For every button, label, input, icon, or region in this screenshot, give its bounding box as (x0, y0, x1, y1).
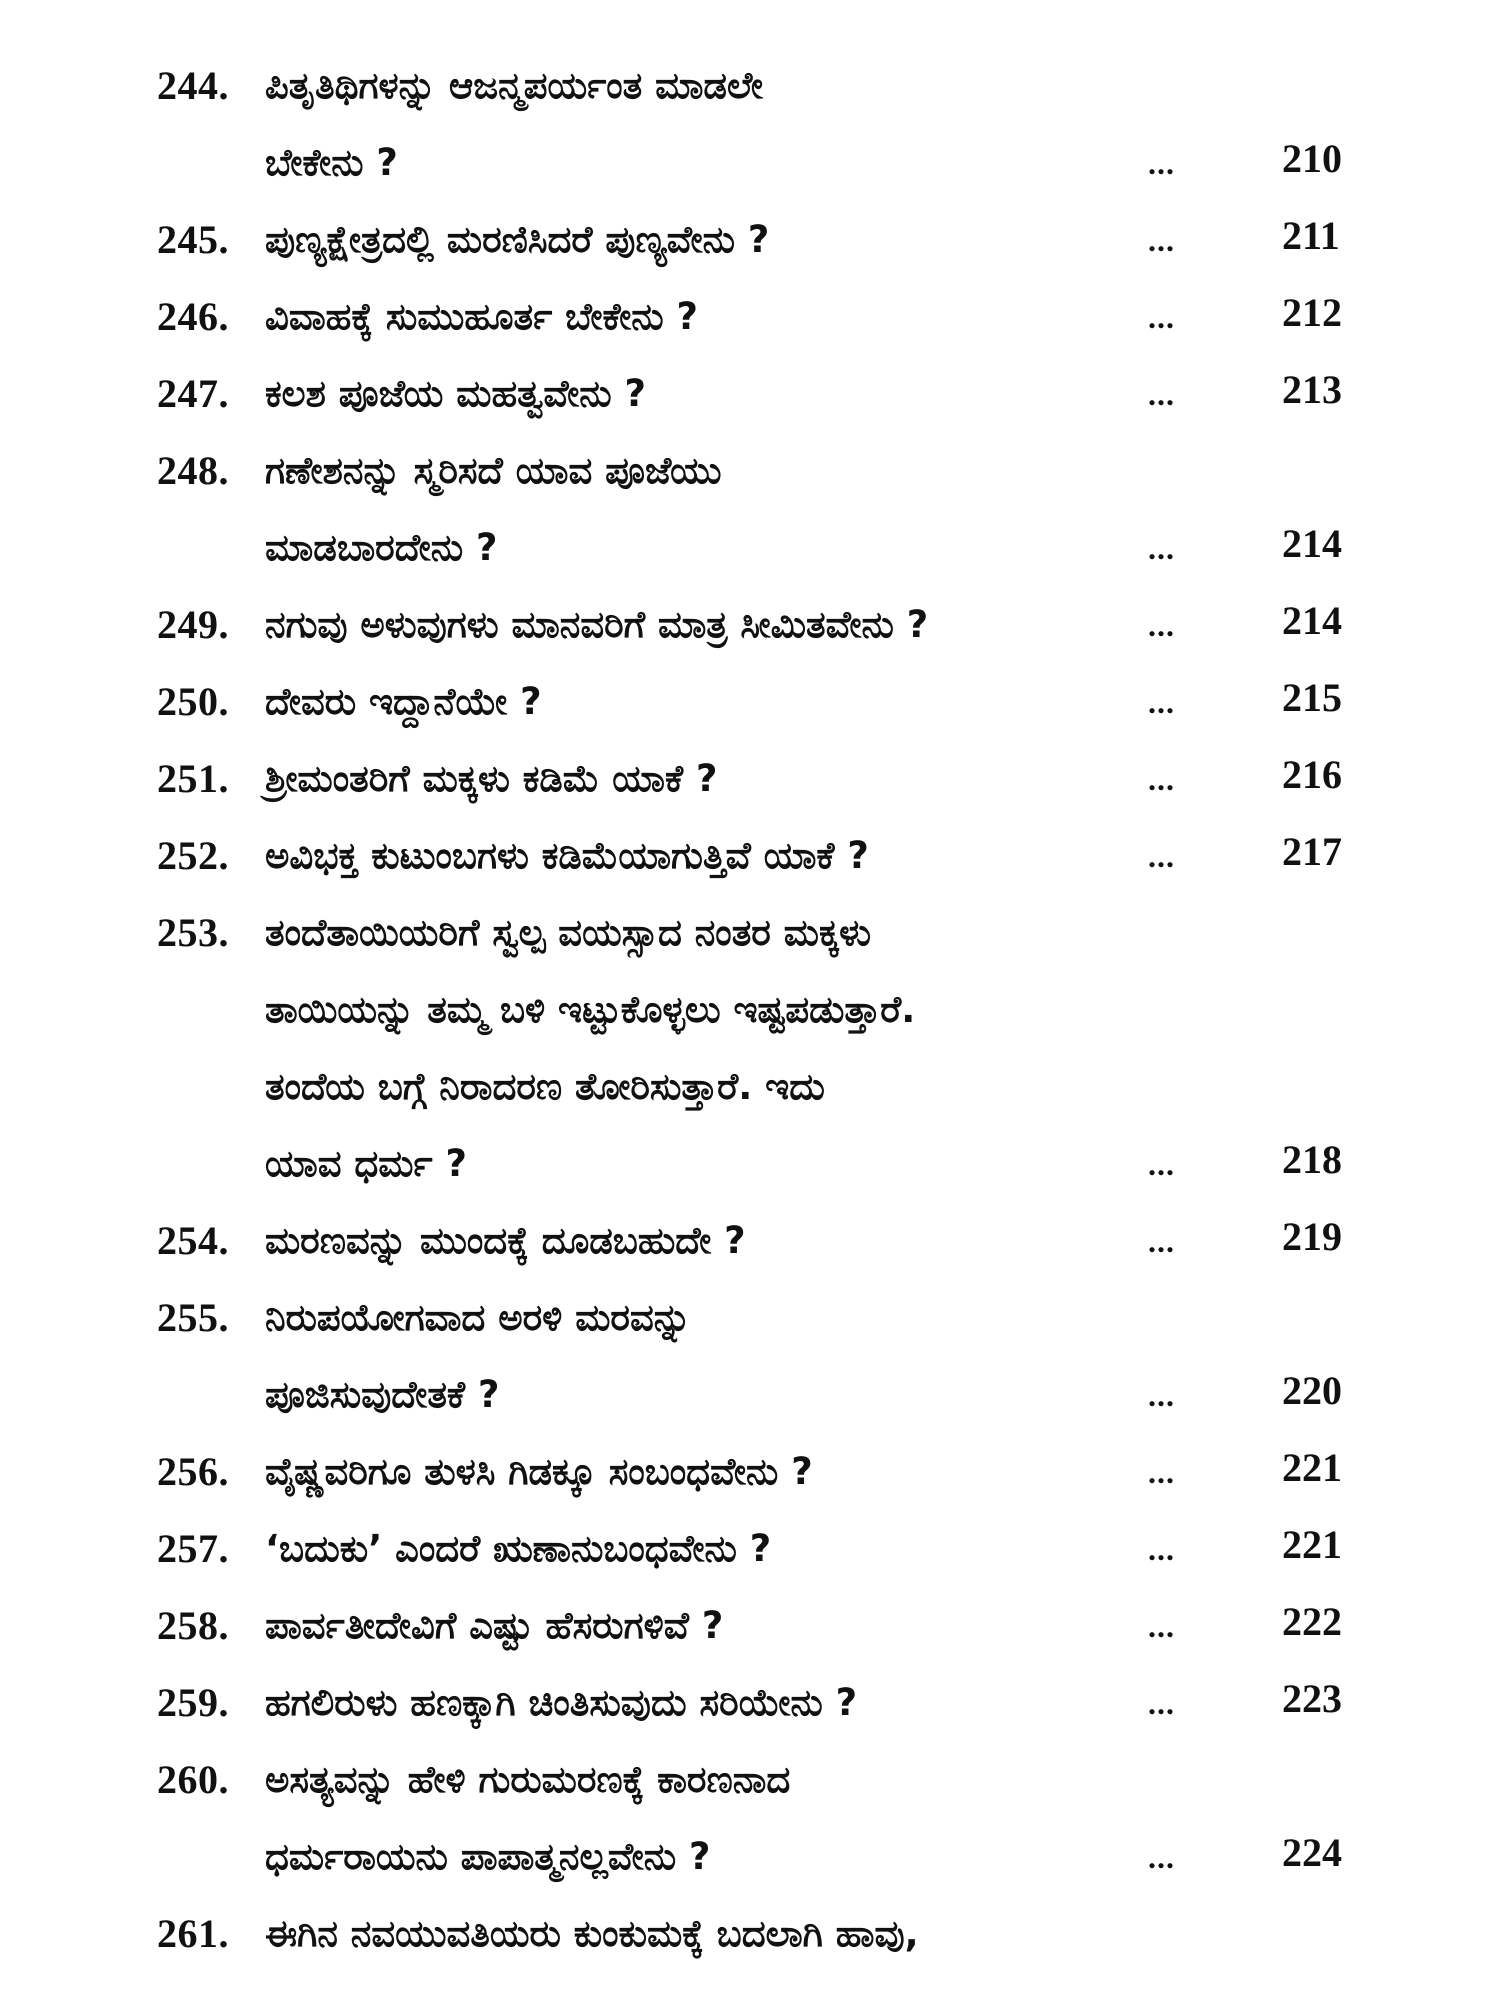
toc-entry-252 (0, 820, 1500, 897)
entry-title: ಪಿತೃತಿಥಿಗಳನ್ನು ಆಜನ್ಮಪರ್ಯಂತ ಮಾಡಲೇ (265, 64, 764, 107)
toc-entry-255 (0, 1282, 1500, 1436)
toc-entry-244 (0, 50, 1500, 204)
entry-number: 245. (157, 217, 229, 262)
leader-dots: ... (1148, 222, 1175, 258)
entry-title-continued: ತಂದೆಯ ಬಗ್ಗೆ ನಿರಾದರಣ ತೋರಿಸುತ್ತಾರೆ. ಇದು (265, 1065, 825, 1108)
toc-line (0, 666, 1500, 743)
entry-number: 246. (157, 294, 229, 339)
entry-title-continued: ಯಾವ ಧರ್ಮ ? (265, 1142, 467, 1185)
leader-dots: ... (1148, 607, 1175, 643)
toc-line (0, 204, 1500, 281)
leader-dots: ... (1148, 376, 1175, 412)
page-number: 213 (1282, 367, 1342, 412)
toc-entry-248 (0, 435, 1500, 589)
leader-dots: ... (1148, 1454, 1175, 1490)
toc-line (0, 127, 1500, 204)
toc-line (0, 512, 1500, 589)
toc-line (0, 1513, 1500, 1590)
page-number: 220 (1282, 1368, 1342, 1413)
entry-number: 261. (157, 1911, 229, 1956)
leader-dots: ... (1148, 684, 1175, 720)
entry-title-continued: ಧರ್ಮರಾಯನು ಪಾಪಾತ್ಮನಲ್ಲವೇನು ? (265, 1835, 711, 1878)
entry-title: ಮರಣವನ್ನು ಮುಂದಕ್ಕೆ ದೂಡಬಹುದೇ ? (265, 1219, 746, 1262)
entry-title-continued: ಮಾಡಬಾರದೇನು ? (265, 526, 498, 569)
entry-number: 250. (157, 679, 229, 724)
page-number: 214 (1282, 521, 1342, 566)
toc-line (0, 743, 1500, 820)
entry-title: ವೈಷ್ಣವರಿಗೂ ತುಳಸಿ ಗಿಡಕ್ಕೂ ಸಂಬಂಧವೇನು ? (265, 1450, 813, 1493)
leader-dots: ... (1148, 1377, 1175, 1413)
toc-entry-261 (0, 1898, 1500, 1975)
entry-title-continued: ಬೇಕೇನು ? (265, 141, 398, 184)
page-number: 221 (1282, 1445, 1342, 1490)
toc-line (0, 1821, 1500, 1898)
toc-line (0, 974, 1500, 1051)
toc-entry-259 (0, 1667, 1500, 1744)
toc-line (0, 1205, 1500, 1282)
entry-title: ಹಗಲಿರುಳು ಹಣಕ್ಕಾಗಿ ಚಿಂತಿಸುವುದು ಸರಿಯೇನು ? (265, 1681, 858, 1724)
toc-line (0, 1359, 1500, 1436)
toc-entry-257 (0, 1513, 1500, 1590)
entry-title: ನಿರುಪಯೋಗವಾದ ಅರಳಿ ಮರವನ್ನು (265, 1296, 692, 1339)
leader-dots: ... (1148, 1608, 1175, 1644)
leader-dots: ... (1148, 1839, 1175, 1875)
toc-entry-250 (0, 666, 1500, 743)
toc-entry-247 (0, 358, 1500, 435)
entry-number: 259. (157, 1680, 229, 1725)
leader-dots: ... (1148, 530, 1175, 566)
page-number: 219 (1282, 1214, 1342, 1259)
toc-entry-254 (0, 1205, 1500, 1282)
page-number: 211 (1282, 213, 1340, 258)
toc-line (0, 1282, 1500, 1359)
toc-line (0, 50, 1500, 127)
entry-title: ಈಗಿನ ನವಯುವತಿಯರು ಕುಂಕುಮಕ್ಕೆ ಬದಲಾಗಿ ಹಾವು, (265, 1912, 919, 1955)
page-number: 214 (1282, 598, 1342, 643)
toc-line (0, 435, 1500, 512)
toc-entry-249 (0, 589, 1500, 666)
entry-number: 247. (157, 371, 229, 416)
entry-number: 260. (157, 1757, 229, 1802)
entry-number: 257. (157, 1526, 229, 1571)
entry-title: ವಿವಾಹಕ್ಕೆ ಸುಮುಹೂರ್ತ ಬೇಕೇನು ? (265, 295, 698, 338)
toc-entry-246 (0, 281, 1500, 358)
toc-entry-253 (0, 897, 1500, 1205)
entry-title: ನಗುವು ಅಳುವುಗಳು ಮಾನವರಿಗೆ ಮಾತ್ರ ಸೀಮಿತವೇನು ? (265, 603, 929, 646)
leader-dots: ... (1148, 1146, 1175, 1182)
entry-number: 253. (157, 910, 229, 955)
entry-title-continued: ತಾಯಿಯನ್ನು ತಮ್ಮ ಬಳಿ ಇಟ್ಟುಕೊಳ್ಳಲು ಇಷ್ಟಪಡುತ್ತಾರೆ. (265, 988, 916, 1031)
toc-line (0, 358, 1500, 435)
page-number: 217 (1282, 829, 1342, 874)
toc-entry-256 (0, 1436, 1500, 1513)
entry-title-continued: ಪೂಜಿಸುವುದೇತಕೆ ? (265, 1373, 500, 1416)
toc-line (0, 1128, 1500, 1205)
page-number: 216 (1282, 752, 1342, 797)
page-number: 223 (1282, 1676, 1342, 1721)
toc-line (0, 820, 1500, 897)
entry-title: ‘ಬದುಕು’ ಎಂದರೆ ಋಣಾನುಬಂಧವೇನು ? (265, 1527, 772, 1570)
entry-number: 252. (157, 833, 229, 878)
toc-line (0, 1590, 1500, 1667)
toc-line (0, 589, 1500, 666)
entry-title: ತಂದೆತಾಯಿಯರಿಗೆ ಸ್ವಲ್ಪ ವಯಸ್ಸಾದ ನಂತರ ಮಕ್ಕಳು (265, 911, 871, 954)
toc-line (0, 1744, 1500, 1821)
entry-title: ಪುಣ್ಯಕ್ಷೇತ್ರದಲ್ಲಿ ಮರಣಿಸಿದರೆ ಪುಣ್ಯವೇನು ? (265, 218, 770, 261)
entry-number: 258. (157, 1603, 229, 1648)
page-number: 215 (1282, 675, 1342, 720)
page-number: 210 (1282, 136, 1342, 181)
entry-number: 249. (157, 602, 229, 647)
toc-entry-245 (0, 204, 1500, 281)
toc-line (0, 281, 1500, 358)
entry-number: 248. (157, 448, 229, 493)
entry-title: ಕಲಶ ಪೂಜೆಯ ಮಹತ್ವವೇನು ? (265, 372, 646, 415)
toc-entry-258 (0, 1590, 1500, 1667)
leader-dots: ... (1148, 838, 1175, 874)
entry-number: 254. (157, 1218, 229, 1263)
entry-title: ಪಾರ್ವತೀದೇವಿಗೆ ಎಷ್ಟು ಹೆಸರುಗಳಿವೆ ? (265, 1604, 724, 1647)
page-number: 224 (1282, 1830, 1342, 1875)
page-number: 218 (1282, 1137, 1342, 1182)
leader-dots: ... (1148, 145, 1175, 181)
leader-dots: ... (1148, 1223, 1175, 1259)
entry-title: ಗಣೇಶನನ್ನು ಸ್ಮರಿಸದೆ ಯಾವ ಪೂಜೆಯು (265, 449, 722, 492)
toc-line (0, 1436, 1500, 1513)
leader-dots: ... (1148, 1531, 1175, 1567)
toc-entry-251 (0, 743, 1500, 820)
page-number: 222 (1282, 1599, 1342, 1644)
entry-title: ಅಸತ್ಯವನ್ನು ಹೇಳಿ ಗುರುಮರಣಕ್ಕೆ ಕಾರಣನಾದ (265, 1758, 791, 1801)
toc-line (0, 1051, 1500, 1128)
entry-number: 244. (157, 63, 229, 108)
page-number: 212 (1282, 290, 1342, 335)
entry-title: ಶ್ರೀಮಂತರಿಗೆ ಮಕ್ಕಳು ಕಡಿಮೆ ಯಾಕೆ ? (265, 757, 718, 800)
entry-title: ಅವಿಭಕ್ತ ಕುಟುಂಬಗಳು ಕಡಿಮೆಯಾಗುತ್ತಿವೆ ಯಾಕೆ ? (265, 834, 869, 877)
page-number: 221 (1282, 1522, 1342, 1567)
toc-line (0, 1667, 1500, 1744)
entry-number: 251. (157, 756, 229, 801)
leader-dots: ... (1148, 299, 1175, 335)
toc-entry-260 (0, 1744, 1500, 1898)
entry-title: ದೇವರು ಇದ್ದಾನೆಯೇ ? (265, 680, 542, 723)
leader-dots: ... (1148, 1685, 1175, 1721)
toc-line (0, 1898, 1500, 1975)
entry-number: 256. (157, 1449, 229, 1494)
leader-dots: ... (1148, 761, 1175, 797)
toc-line (0, 897, 1500, 974)
entry-number: 255. (157, 1295, 229, 1340)
